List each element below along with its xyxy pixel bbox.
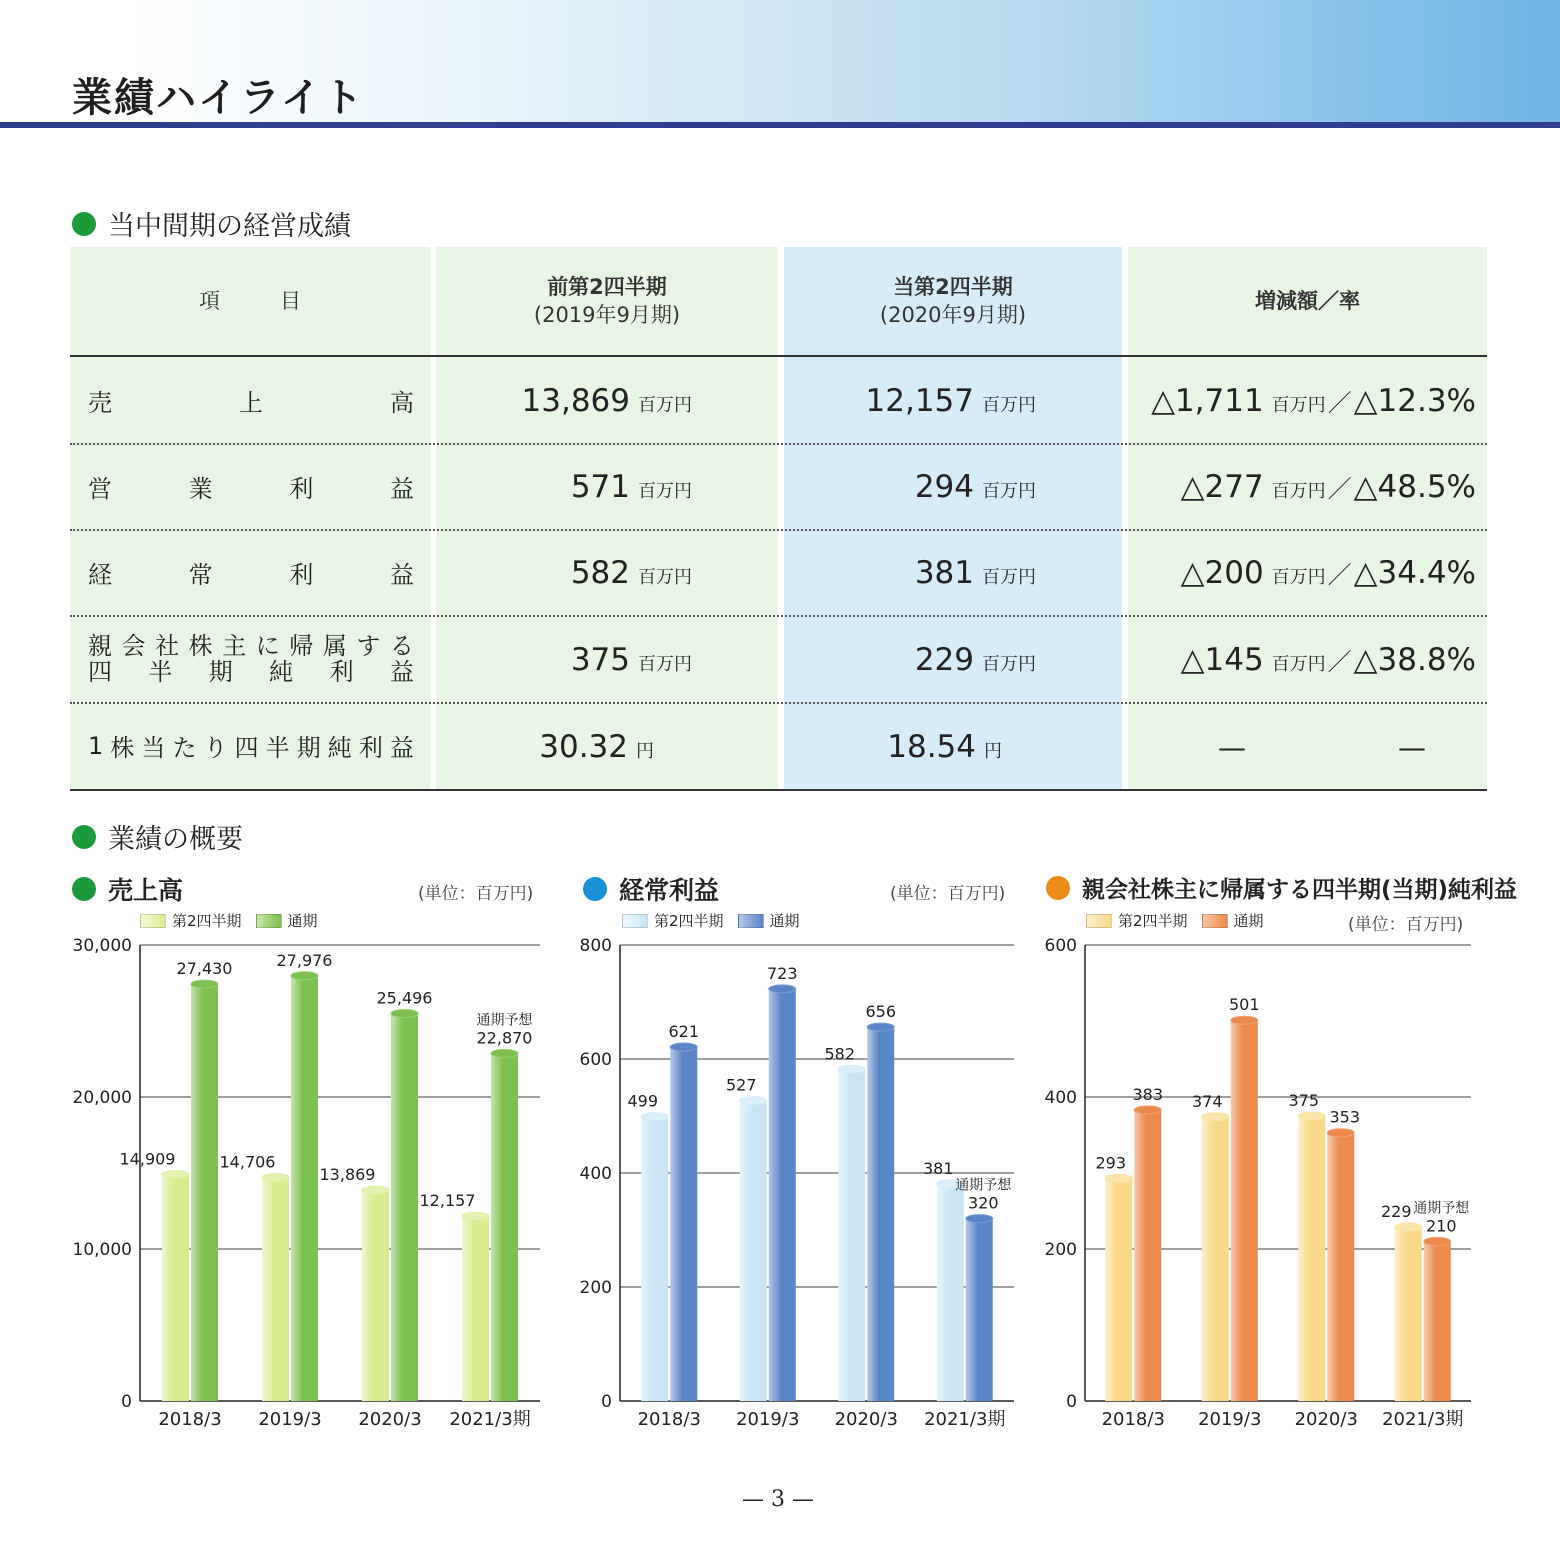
- bar: [769, 989, 796, 1401]
- x-tick-label: 2021/3期: [1382, 1409, 1464, 1430]
- bar-cap: [462, 1212, 489, 1220]
- label-char: 益: [389, 474, 414, 503]
- unit: 百万円: [638, 481, 692, 502]
- legend-swatch: [256, 914, 282, 928]
- y-tick-label: 600: [1044, 936, 1077, 956]
- legend-net-income: [1086, 910, 1278, 931]
- bar: [1395, 1227, 1422, 1401]
- data-label: 375: [1288, 1091, 1320, 1110]
- unit: 百万円: [1271, 395, 1326, 416]
- value: 229: [914, 642, 974, 678]
- bar: [491, 1053, 518, 1401]
- unit: 百万円: [638, 654, 692, 675]
- label-char: 会: [121, 631, 146, 660]
- bar-cap: [362, 1186, 389, 1194]
- bar: [291, 976, 318, 1401]
- bar-cap: [769, 985, 796, 993]
- bar-cap: [1134, 1106, 1161, 1114]
- unit: 百万円: [1271, 481, 1326, 502]
- change-rate: △34.4%: [1353, 555, 1476, 591]
- section-heading-text: 業績の概要: [108, 824, 243, 855]
- data-label: 499: [627, 1091, 659, 1111]
- bar: [867, 1027, 894, 1401]
- data-label: 621: [668, 1022, 700, 1042]
- y-tick-label: 0: [1066, 1392, 1077, 1412]
- label-char: 主: [222, 631, 247, 660]
- section-heading-text: 当中間期の経営成績: [108, 211, 351, 242]
- change-rate: △48.5%: [1353, 469, 1476, 505]
- data-label: 25,496: [376, 988, 433, 1008]
- data-label: 527: [725, 1075, 757, 1095]
- legend-ordinary: [622, 910, 814, 931]
- y-tick-label: 10,000: [72, 1240, 132, 1260]
- ordinary-prev: [436, 555, 692, 591]
- label-char: 期: [296, 734, 321, 762]
- unit: 百万円: [982, 481, 1036, 502]
- y-tick-label: 200: [579, 1278, 612, 1298]
- eps-curr: [784, 729, 1002, 765]
- chart-title-text: 親会社株主に帰属する四半期(当期)純利益: [1082, 877, 1518, 903]
- forecast-note: 通期予想: [476, 1012, 533, 1029]
- x-tick-label: 2019/3: [1198, 1409, 1262, 1430]
- slash: ／: [1327, 648, 1352, 676]
- bar: [838, 1069, 865, 1401]
- label-char: 帰: [289, 631, 314, 660]
- forecast-note: 通期予想: [955, 1177, 1012, 1194]
- bar-cap: [966, 1215, 993, 1223]
- bar-cap: [670, 1043, 697, 1051]
- eps-change-rate: —: [1398, 731, 1426, 764]
- legend-sales: [140, 910, 332, 931]
- label-char: 上: [239, 388, 263, 417]
- row-label-operating-income: [88, 443, 414, 529]
- forecast-note: 通期予想: [1413, 1200, 1470, 1217]
- bar: [462, 1216, 489, 1401]
- slash: ／: [1327, 475, 1352, 503]
- legend-label: 第2四半期: [172, 912, 242, 930]
- legend-swatch: [1202, 914, 1228, 928]
- unit-note: (単位：百万円): [1348, 915, 1464, 935]
- label-line-2: [88, 659, 414, 685]
- y-tick-label: 20,000: [72, 1088, 132, 1108]
- bar-cap: [491, 1049, 518, 1057]
- section-heading-overview: [72, 817, 243, 856]
- ordinary-change: [1128, 555, 1476, 591]
- label-char: 純: [269, 657, 294, 686]
- legend-swatch: [738, 914, 764, 928]
- bar-cap: [838, 1065, 865, 1073]
- bar: [937, 1184, 964, 1401]
- bar-cap: [1395, 1223, 1422, 1231]
- change-amount: △1,711: [1151, 383, 1264, 419]
- data-label: 293: [1095, 1153, 1127, 1173]
- x-tick-label: 2020/3: [358, 1409, 422, 1430]
- slash: ／: [1327, 389, 1352, 417]
- label-char: 株: [188, 631, 213, 660]
- sales-prev: [436, 383, 692, 419]
- chart-net-income: [1035, 930, 1475, 1430]
- chart-title-net-income: [1046, 871, 1517, 904]
- data-label: 210: [1425, 1216, 1457, 1236]
- unit: 百万円: [982, 395, 1036, 416]
- data-label: 13,869: [319, 1165, 376, 1185]
- data-label: 582: [824, 1044, 856, 1064]
- bar-cap: [1231, 1016, 1258, 1024]
- x-tick-label: 2021/3期: [449, 1409, 531, 1430]
- table-bottom-rule: [70, 789, 1487, 791]
- bar: [641, 1117, 668, 1401]
- change-amount: △277: [1180, 469, 1264, 505]
- label-char: 高: [390, 388, 414, 417]
- label-char: す: [356, 631, 381, 660]
- change-amount: △145: [1180, 642, 1264, 678]
- row-label-ordinary-income: [88, 529, 414, 615]
- bar: [162, 1174, 189, 1401]
- net-income-change: [1128, 642, 1476, 678]
- label-char: 売: [88, 388, 112, 417]
- y-tick-label: 400: [579, 1164, 612, 1184]
- legend-swatch: [622, 914, 648, 928]
- label-char: 利: [289, 474, 314, 503]
- bar: [262, 1177, 289, 1401]
- value: 13,869: [521, 383, 630, 419]
- bar: [1327, 1133, 1354, 1401]
- bar: [191, 984, 218, 1401]
- unit-note: (単位：百万円): [418, 884, 534, 904]
- header-curr-line1: 当第2四半期: [893, 275, 1013, 299]
- page-number: — 3 —: [742, 1487, 814, 1512]
- bar: [362, 1190, 389, 1401]
- unit: 百万円: [982, 654, 1036, 675]
- y-tick-label: 0: [601, 1392, 612, 1412]
- header-prev-line2: (2019年9月期): [533, 303, 681, 327]
- orange-bullet-icon: [1046, 876, 1070, 900]
- chart-title-text: 売上高: [108, 876, 184, 905]
- bar-cap: [291, 972, 318, 980]
- header-item: 項目: [199, 289, 361, 313]
- data-label: 229: [1380, 1201, 1412, 1221]
- label-char: 利: [289, 560, 314, 589]
- legend-swatch: [140, 914, 166, 928]
- value: 375: [570, 642, 630, 678]
- label-char: 半: [148, 657, 173, 686]
- label-char: 半: [265, 734, 290, 762]
- label-char: 期: [208, 657, 233, 686]
- legend-item-full: [1202, 910, 1264, 931]
- bar-cap: [191, 980, 218, 988]
- data-label: 320: [967, 1193, 999, 1213]
- change-amount: △200: [1180, 555, 1264, 591]
- header-prev-line1: 前第2四半期: [547, 275, 667, 299]
- bar-cap: [262, 1173, 289, 1181]
- y-tick-label: 30,000: [72, 936, 132, 956]
- data-label: 383: [1132, 1084, 1164, 1104]
- change-rate: △12.3%: [1353, 383, 1476, 419]
- bar-cap: [1424, 1237, 1451, 1245]
- row-label-sales: [88, 357, 414, 443]
- chart-sales: [60, 930, 550, 1430]
- row-label-net-income: [88, 615, 414, 702]
- label-char: 益: [389, 657, 414, 686]
- y-tick-label: 800: [579, 936, 612, 956]
- label-char: た: [172, 734, 197, 762]
- bar-cap: [162, 1170, 189, 1178]
- blue-bullet-icon: [583, 877, 607, 901]
- operating-change: [1128, 469, 1476, 505]
- value: 18.54: [887, 729, 976, 765]
- operating-curr: [784, 469, 1036, 505]
- chart-title-ordinary: [583, 871, 719, 907]
- label-char: 営: [88, 474, 112, 503]
- eps-change-amount: —: [1218, 731, 1246, 764]
- data-label: 12,157: [419, 1191, 476, 1211]
- x-tick-label: 2018/3: [1101, 1409, 1165, 1430]
- value: 381: [914, 555, 974, 591]
- net-income-curr: [784, 642, 1036, 678]
- bar: [1134, 1110, 1161, 1401]
- legend-swatch: [1086, 914, 1112, 928]
- section-heading-results: [72, 204, 351, 243]
- bar-cap: [867, 1023, 894, 1031]
- bar: [1298, 1116, 1325, 1401]
- legend-item-full: [256, 910, 318, 931]
- data-label: 27,976: [276, 950, 333, 970]
- data-label: 14,909: [119, 1149, 176, 1169]
- data-label: 374: [1191, 1091, 1223, 1111]
- bar: [670, 1047, 697, 1401]
- label-char: 業: [188, 474, 213, 503]
- chart-title-sales: [72, 871, 183, 907]
- x-tick-label: 2020/3: [834, 1409, 898, 1430]
- x-tick-label: 2020/3: [1294, 1409, 1358, 1430]
- data-label: 14,706: [219, 1152, 276, 1172]
- unit: 百万円: [1271, 654, 1326, 675]
- bar-cap: [1202, 1113, 1229, 1121]
- data-label: 22,870: [476, 1028, 533, 1048]
- label-char: 利: [358, 734, 383, 762]
- label-char: 益: [389, 734, 414, 762]
- label-char: 純: [327, 734, 352, 762]
- header-curr-line2: (2020年9月期): [879, 303, 1027, 327]
- y-tick-label: 600: [579, 1050, 612, 1070]
- x-tick-label: 2018/3: [158, 1409, 222, 1430]
- x-tick-label: 2018/3: [637, 1409, 701, 1430]
- y-tick-label: 0: [121, 1392, 132, 1412]
- results-table: [70, 247, 1487, 791]
- page-title: 業績ハイライト: [72, 75, 365, 121]
- header-change: 増減額／率: [1255, 289, 1360, 313]
- value: 30.32: [539, 729, 628, 765]
- label-char: 当: [141, 734, 166, 762]
- green-bullet-icon: [72, 877, 96, 901]
- legend-label: 第2四半期: [1118, 912, 1188, 930]
- label-char: り: [203, 734, 228, 762]
- sales-change: [1128, 383, 1476, 419]
- label-char: 常: [188, 560, 213, 589]
- value: 294: [914, 469, 974, 505]
- bar: [1231, 1020, 1258, 1401]
- label-char: る: [389, 631, 414, 660]
- data-label: 353: [1329, 1107, 1361, 1127]
- legend-label: 通期: [1233, 912, 1264, 930]
- x-tick-label: 2021/3期: [924, 1409, 1006, 1430]
- bar: [1202, 1117, 1229, 1401]
- net-income-prev: [436, 642, 692, 678]
- data-label: 27,430: [176, 959, 233, 979]
- bar-cap: [740, 1097, 767, 1105]
- label-char: 属: [322, 631, 347, 660]
- legend-item-full: [738, 910, 800, 931]
- data-label: 501: [1228, 995, 1260, 1015]
- data-label: 381: [922, 1158, 954, 1178]
- ordinary-curr: [784, 555, 1036, 591]
- bar-cap: [1298, 1112, 1325, 1120]
- y-tick-label: 200: [1044, 1240, 1077, 1260]
- eps-prev: [436, 729, 654, 765]
- unit: 円: [984, 741, 1002, 762]
- label-char: 株: [110, 734, 135, 762]
- x-tick-label: 2019/3: [258, 1409, 322, 1430]
- value: 12,157: [865, 383, 974, 419]
- header-prev: [436, 247, 778, 355]
- operating-prev: [436, 469, 692, 505]
- legend-item-q2: [140, 910, 242, 931]
- bar: [1424, 1241, 1451, 1401]
- bar-cap: [1105, 1174, 1132, 1182]
- legend-label: 通期: [769, 912, 800, 930]
- label-char: 四: [234, 734, 259, 762]
- unit: 百万円: [638, 395, 692, 416]
- label-char: 利: [329, 657, 354, 686]
- legend-label: 通期: [287, 912, 318, 930]
- bar-cap: [1327, 1129, 1354, 1137]
- x-tick-label: 2019/3: [736, 1409, 800, 1430]
- y-tick-label: 400: [1044, 1088, 1077, 1108]
- green-bullet-icon: [72, 825, 96, 849]
- label-char: 1: [88, 731, 104, 760]
- label-char: 社: [155, 631, 180, 660]
- header-curr: [784, 247, 1122, 355]
- row-label-eps: [88, 702, 414, 789]
- label-line-1: [88, 633, 414, 659]
- chart-title-text: 経常利益: [619, 876, 720, 905]
- unit: 百万円: [982, 567, 1036, 588]
- green-bullet-icon: [72, 212, 96, 236]
- data-label: 656: [865, 1002, 897, 1022]
- unit: 円: [636, 741, 654, 762]
- unit-note: (単位：百万円): [890, 884, 1006, 904]
- bar: [740, 1101, 767, 1401]
- bar: [391, 1013, 418, 1401]
- chart-ordinary-income: [570, 930, 1030, 1430]
- value: 582: [570, 555, 630, 591]
- unit: 百万円: [638, 567, 692, 588]
- label-char: 益: [389, 560, 414, 589]
- label-char: に: [255, 631, 280, 660]
- data-label: 723: [766, 963, 798, 983]
- label-char: 四: [88, 657, 112, 686]
- slash: ／: [1327, 561, 1352, 589]
- value: 571: [570, 469, 630, 505]
- bar-cap: [641, 1113, 668, 1121]
- bar: [1105, 1178, 1132, 1401]
- bar-cap: [391, 1009, 418, 1017]
- bar: [966, 1219, 993, 1401]
- label-char: 親: [88, 631, 112, 660]
- legend-item-q2: [622, 910, 724, 931]
- legend-label: 第2四半期: [654, 912, 724, 930]
- unit: 百万円: [1271, 567, 1326, 588]
- label-char: 経: [88, 560, 112, 589]
- sales-curr: [784, 383, 1036, 419]
- change-rate: △38.8%: [1353, 642, 1476, 678]
- legend-item-q2: [1086, 910, 1188, 931]
